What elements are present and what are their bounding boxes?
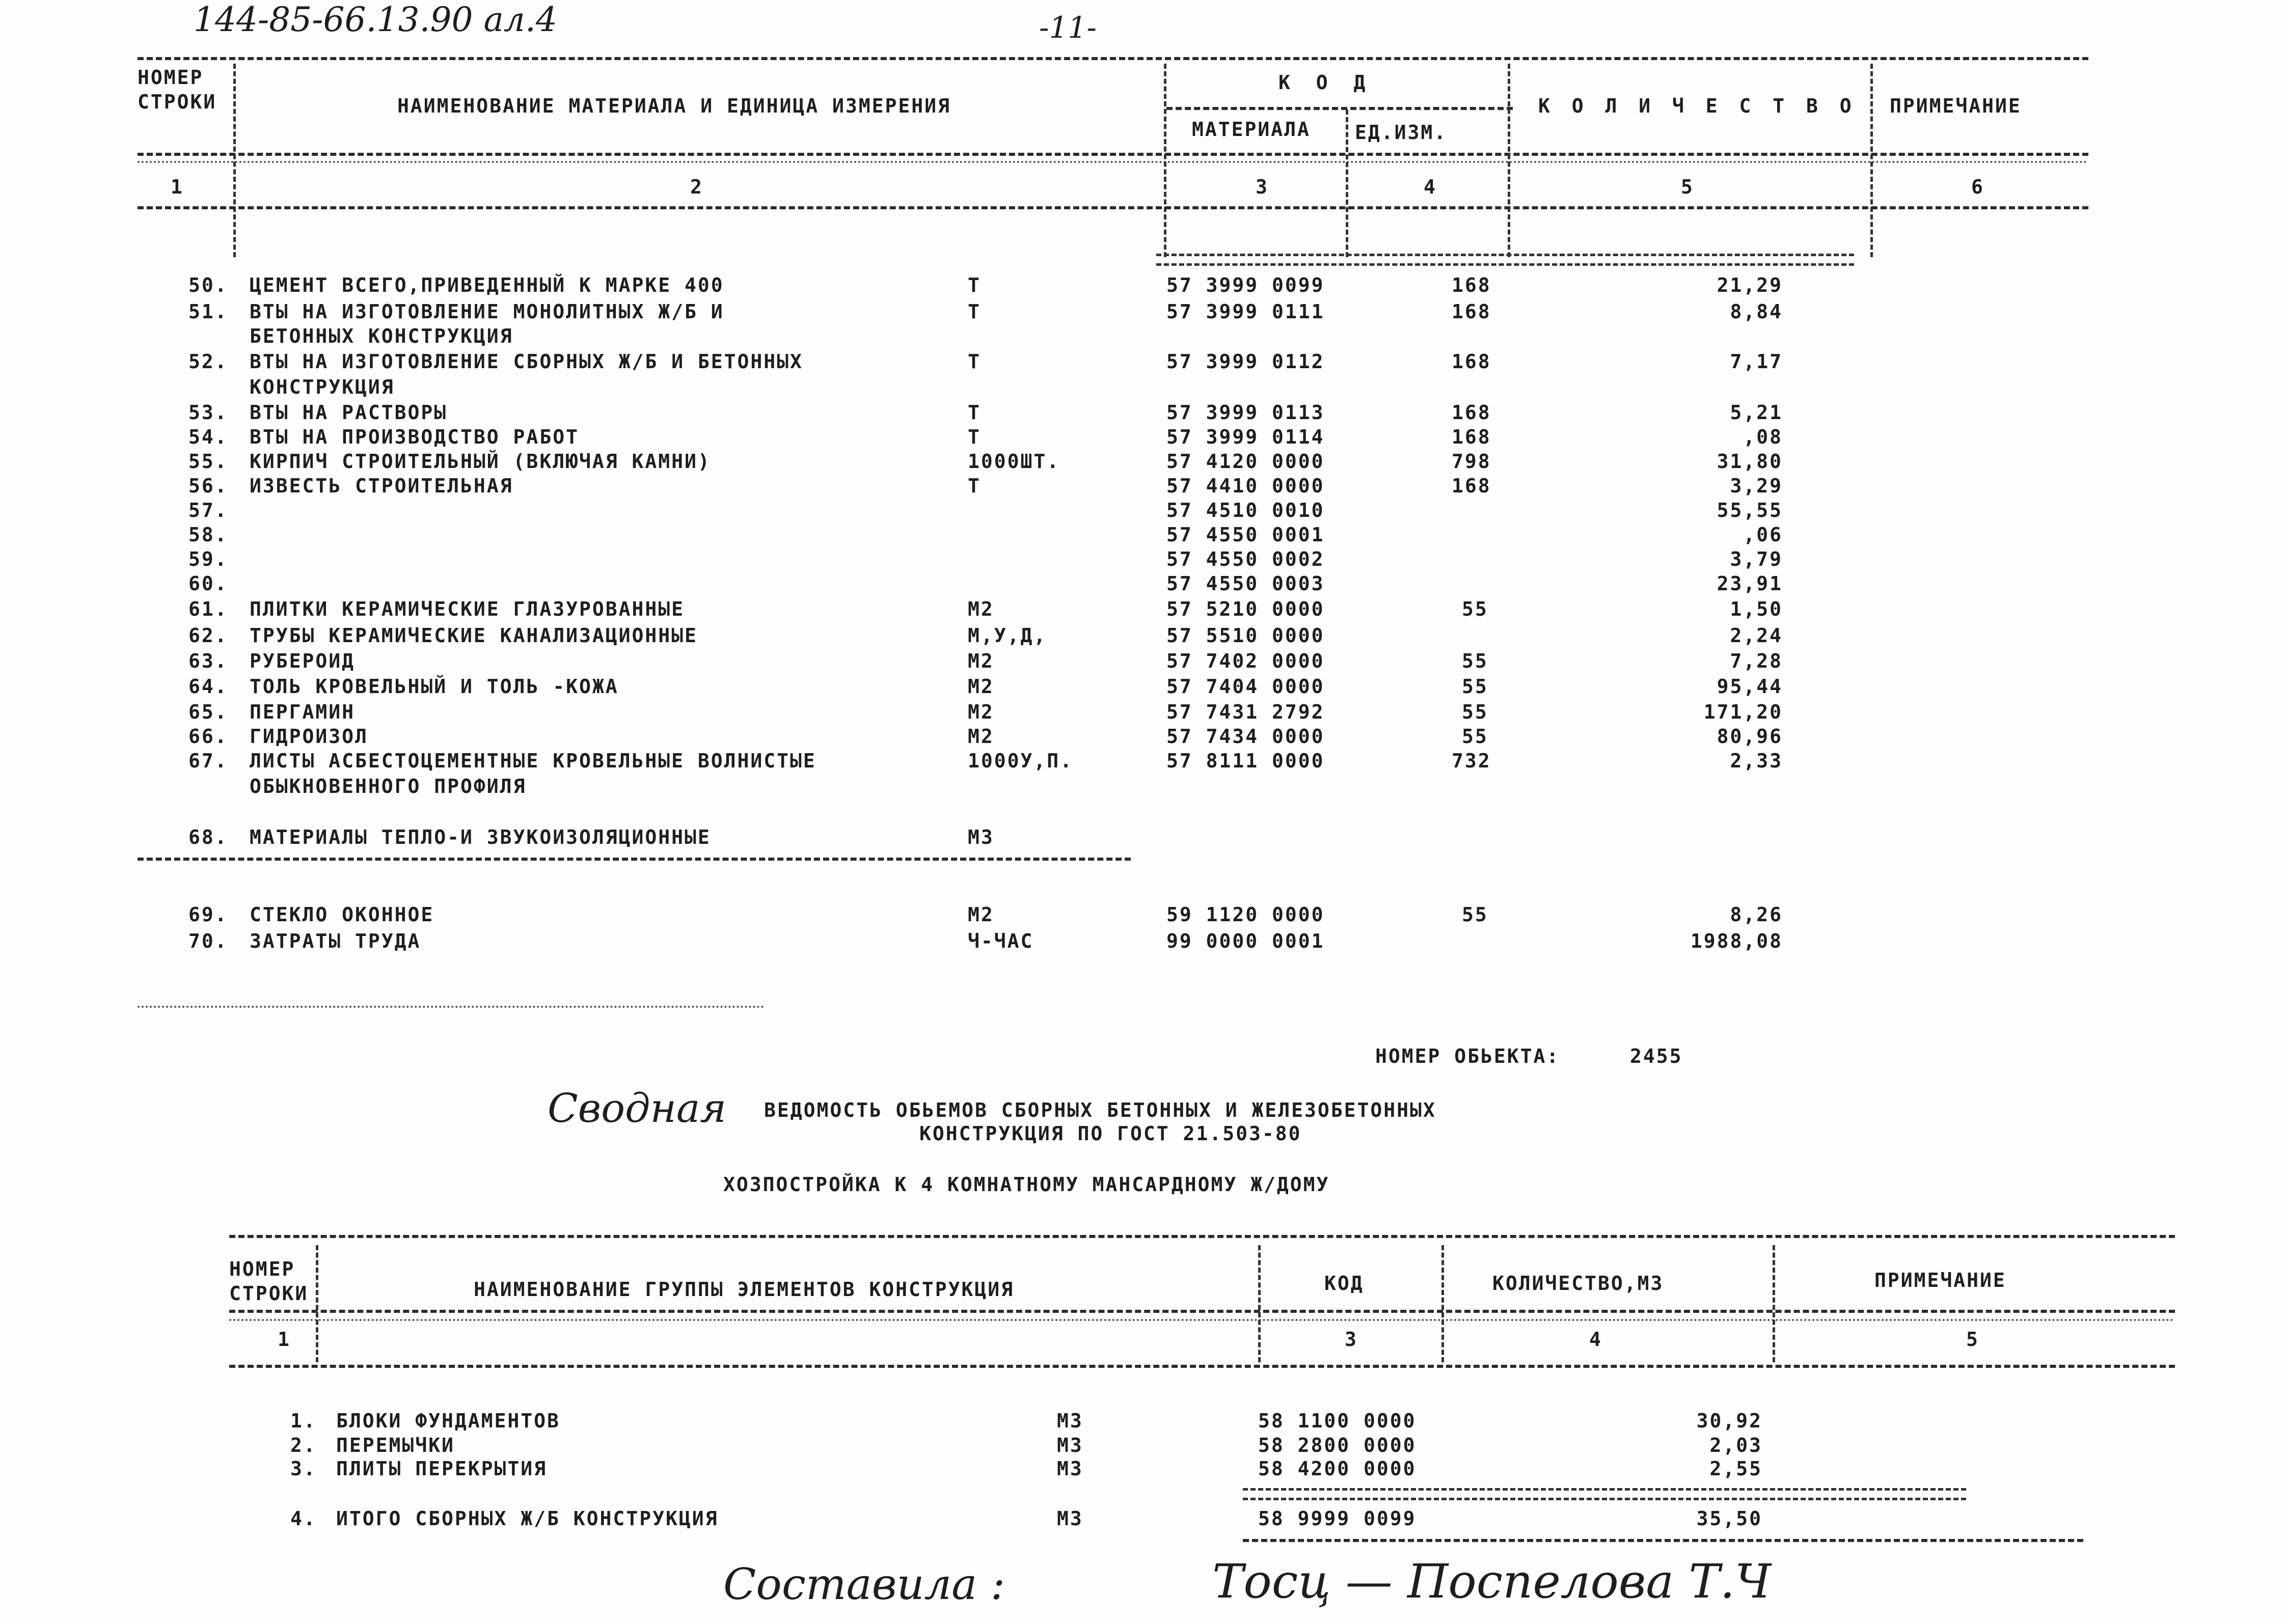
row-code: 58 4200 0000: [1258, 1457, 1417, 1480]
row-number: 55.: [188, 450, 228, 473]
row-name: РУБЕРОИД: [250, 650, 356, 672]
document-code: 144-85-66.13.90 ал.4: [194, 0, 557, 39]
row-number: 50.: [188, 274, 228, 296]
header-row-no-line2: СТРОКИ: [138, 91, 217, 113]
row-material-code: 57 7402 0000: [1166, 650, 1325, 672]
row-unit: М3: [1057, 1410, 1083, 1432]
row-number: 67.: [188, 750, 228, 772]
row-number: 70.: [188, 930, 228, 952]
table-row: [0, 750, 2286, 774]
table-row: [0, 624, 2286, 649]
row-number: 54.: [188, 426, 228, 448]
row-name: ГИДРОИЗОЛ: [250, 725, 368, 748]
row-number: 60.: [188, 572, 228, 595]
row-material-code: 57 4120 0000: [1166, 450, 1325, 473]
header-row-no-line1: НОМЕР: [138, 66, 204, 89]
col2-number-3: 3: [1345, 1328, 1358, 1351]
col2-number-5: 5: [1966, 1328, 1979, 1351]
row-quantity: 95,44: [1717, 675, 1783, 698]
summary-title-line2: КОНСТРУКЦИЯ ПО ГОСТ 21.503-80: [919, 1122, 1302, 1145]
table-row: [0, 701, 2286, 725]
row-quantity: ,08: [1743, 426, 1783, 448]
table-row: [0, 1457, 2286, 1482]
table-row: [0, 350, 2286, 375]
table-row-continuation: [0, 376, 2286, 400]
row-material-code: 57 4510 0010: [1166, 499, 1325, 521]
header2-row-no-line1: НОМЕР: [229, 1258, 295, 1280]
handwritten-title-word: Сводная: [548, 1086, 726, 1132]
row-unit: М2: [968, 598, 994, 620]
row-quantity: ,06: [1743, 524, 1783, 546]
row-unit: М3: [1057, 1434, 1083, 1456]
table-row: [0, 598, 2286, 622]
row-number: 56.: [188, 475, 228, 497]
row-unit-code: 798: [1452, 450, 1491, 473]
table-row: [0, 930, 2286, 954]
row-unit: Т: [968, 475, 981, 497]
header2-note: ПРИМЕЧАНИЕ: [1874, 1269, 2006, 1291]
row-unit: Т: [968, 274, 981, 296]
row-number: 57.: [188, 499, 228, 521]
row-unit-code: 55: [1462, 725, 1488, 748]
col-number-4: 4: [1424, 176, 1437, 198]
table-row: [0, 499, 2286, 524]
row-unit: М2: [968, 701, 994, 723]
col-number-6: 6: [1971, 176, 1984, 198]
row-number: 52.: [188, 350, 228, 373]
row-number: 2.: [290, 1434, 317, 1456]
row-number: 66.: [188, 725, 228, 748]
row-number: 59.: [188, 548, 228, 570]
row-name: ПЕРГАМИН: [250, 701, 356, 723]
row-unit-code: 55: [1462, 598, 1488, 620]
summary-title-line1: ВЕДОМОСТЬ ОБЬЕМОВ СБОРНЫХ БЕТОННЫХ И ЖЕЛЕЗОБЕТОННЫХ: [764, 1099, 1436, 1121]
row-number: 68.: [188, 826, 228, 848]
total-unit: М3: [1057, 1507, 1083, 1530]
row-name: МАТЕРИАЛЫ ТЕПЛО-И ЗВУКОИЗОЛЯЦИОННЫЕ: [250, 826, 711, 848]
header2-code: КОД: [1324, 1272, 1364, 1295]
row-material-code: 57 5510 0000: [1166, 624, 1325, 647]
row-material-code: 57 3999 0112: [1166, 350, 1325, 373]
signature-name: Тосц — Поспелова Т.Ч: [1212, 1554, 1772, 1609]
row-number: 3.: [290, 1457, 317, 1480]
row-quantity: 7,17: [1730, 350, 1783, 373]
row-unit-code: 732: [1452, 750, 1491, 772]
row-material-code: 57 4550 0003: [1166, 572, 1325, 595]
row-quantity: 171,20: [1703, 701, 1783, 723]
table-row: [0, 675, 2286, 700]
table-row: [0, 548, 2286, 572]
table-row: [0, 300, 2286, 325]
summary-subtitle: ХОЗПОСТРОЙКА К 4 КОМНАТНОМУ МАНСАРДНОМУ Ж/ДОМУ: [723, 1173, 1330, 1196]
row-name: КИРПИЧ СТРОИТЕЛЬНЫЙ (ВКЛЮЧАЯ КАМНИ): [250, 450, 711, 473]
row-quantity: 8,26: [1730, 903, 1783, 926]
row-unit: М3: [1057, 1457, 1083, 1480]
row-number: 65.: [188, 701, 228, 723]
row-quantity: 2,24: [1730, 624, 1783, 647]
row-unit: М2: [968, 725, 994, 748]
header2-row-no-line2: СТРОКИ: [229, 1282, 309, 1305]
row-name: ЦЕМЕНТ ВСЕГО,ПРИВЕДЕННЫЙ К МАРКЕ 400: [250, 274, 724, 296]
row-name: СТЕКЛО ОКОННОЕ: [250, 903, 434, 926]
row-name: ТРУБЫ КЕРАМИЧЕСКИЕ КАНАЛИЗАЦИОННЫЕ: [250, 624, 698, 647]
row-name: ВТЫ НА ИЗГОТОВЛЕНИЕ СБОРНЫХ Ж/Б И БЕТОННЫХ: [250, 350, 803, 373]
row-unit-code: 55: [1462, 675, 1488, 698]
total-name: ИТОГО СБОРНЫХ Ж/Б КОНСТРУКЦИЯ: [336, 1507, 719, 1530]
page-number: -11-: [1039, 10, 1097, 45]
row-unit: 1000ШТ.: [968, 450, 1060, 473]
row-material-code: 57 5210 0000: [1166, 598, 1325, 620]
row-name: ИЗВЕСТЬ СТРОИТЕЛЬНАЯ: [250, 475, 513, 497]
table-row: [0, 426, 2286, 450]
table-row: [0, 826, 2286, 850]
row-material-code: 57 4410 0000: [1166, 475, 1325, 497]
row-quantity: 8,84: [1730, 300, 1783, 323]
row-unit-code: 168: [1452, 426, 1491, 448]
row-unit-code: 55: [1462, 701, 1488, 723]
table-row: [0, 725, 2286, 750]
object-number-label: НОМЕР ОБЬЕКТА:: [1375, 1045, 1560, 1067]
row-name: БЛОКИ ФУНДАМЕНТОВ: [336, 1410, 560, 1432]
row-code: 58 2800 0000: [1258, 1434, 1417, 1456]
row-material-code: 57 3999 0113: [1166, 401, 1325, 424]
total-code: 58 9999 0099: [1258, 1507, 1417, 1530]
row-number: 62.: [188, 624, 228, 647]
row-unit-code: 55: [1462, 903, 1488, 926]
row-number: 58.: [188, 524, 228, 546]
row-quantity: 1988,08: [1690, 930, 1783, 952]
row-material-code: 57 4550 0002: [1166, 548, 1325, 570]
row-material-code: 99 0000 0001: [1166, 930, 1325, 952]
row-unit: Ч-ЧАС: [968, 930, 1034, 952]
header2-quantity: КОЛИЧЕСТВО,М3: [1492, 1272, 1664, 1295]
row-material-code: 57 3999 0099: [1166, 274, 1325, 296]
row-unit: М2: [968, 650, 994, 672]
col-number-5: 5: [1681, 176, 1694, 198]
row-quantity: 2,03: [1709, 1434, 1762, 1456]
row-unit-code: 55: [1462, 650, 1488, 672]
row-quantity: 80,96: [1717, 725, 1783, 748]
row-number: 51.: [188, 300, 228, 323]
table-row: [0, 524, 2286, 548]
row-material-code: 57 7431 2792: [1166, 701, 1325, 723]
row-number: 63.: [188, 650, 228, 672]
row-name: ТОЛЬ КРОВЕЛЬНЫЙ И ТОЛЬ -КОЖА: [250, 675, 619, 698]
table-row: [0, 401, 2286, 426]
row-unit-code: 168: [1452, 475, 1491, 497]
row-quantity: 3,29: [1730, 475, 1783, 497]
header2-group-name: НАИМЕНОВАНИЕ ГРУППЫ ЭЛЕМЕНТОВ КОНСТРУКЦИЯ: [474, 1278, 1014, 1301]
row-quantity: 7,28: [1730, 650, 1783, 672]
row-unit-code: 168: [1452, 401, 1491, 424]
row-name-line2: БЕТОННЫХ КОНСТРУКЦИЯ: [250, 325, 513, 347]
row-unit: М2: [968, 903, 994, 926]
header-note: ПРИМЕЧАНИЕ: [1890, 95, 2022, 117]
row-quantity: 23,91: [1717, 572, 1783, 595]
table-row: [0, 572, 2286, 597]
table-row: [0, 1434, 2286, 1458]
row-quantity: 3,79: [1730, 548, 1783, 570]
table-row-continuation: [0, 775, 2286, 800]
row-quantity: 31,80: [1717, 450, 1783, 473]
row-name: ВТЫ НА ПРОИЗВОДСТВО РАБОТ: [250, 426, 579, 448]
header-quantity: К О Л И Ч Е С Т В О: [1538, 95, 1857, 117]
table-row: [0, 1410, 2286, 1434]
row-material-code: 57 8111 0000: [1166, 750, 1325, 772]
row-name: ЛИСТЫ АСБЕСТОЦЕМЕНТНЫЕ КРОВЕЛЬНЫЕ ВОЛНИСТЫЕ: [250, 750, 817, 772]
row-unit: Т: [968, 300, 981, 323]
row-unit-code: 168: [1452, 274, 1491, 296]
row-quantity: 30,92: [1696, 1410, 1762, 1432]
row-material-code: 57 3999 0111: [1166, 300, 1325, 323]
header-code-unit: ЕД.ИЗМ.: [1355, 121, 1448, 144]
header-material-name: НАИМЕНОВАНИЕ МАТЕРИАЛА И ЕДИНИЦА ИЗМЕРЕНИЯ: [397, 95, 951, 117]
row-name: ПЕРЕМЫЧКИ: [336, 1434, 455, 1456]
signature-label: Составила :: [723, 1559, 1005, 1609]
row-unit-code: 168: [1452, 300, 1491, 323]
row-unit: М2: [968, 675, 994, 698]
row-unit: Т: [968, 401, 981, 424]
row-unit: М,У,Д,: [968, 624, 1047, 647]
table-row: [0, 650, 2286, 674]
row-unit: 1000У,П.: [968, 750, 1074, 772]
row-number: 61.: [188, 598, 228, 620]
row-unit-code: 168: [1452, 350, 1491, 373]
col-number-1: 1: [171, 176, 184, 198]
row-material-code: 57 4550 0001: [1166, 524, 1325, 546]
row-quantity: 5,21: [1730, 401, 1783, 424]
table-total-row: [0, 1507, 2286, 1532]
table-row: [0, 450, 2286, 475]
col2-number-1: 1: [278, 1328, 291, 1351]
row-name: ВТЫ НА РАСТВОРЫ: [250, 401, 448, 424]
col-number-2: 2: [690, 176, 703, 198]
row-name-line2: ОБЫКНОВЕННОГО ПРОФИЛЯ: [250, 775, 527, 797]
row-name: ЗАТРАТЫ ТРУДА: [250, 930, 421, 952]
row-material-code: 59 1120 0000: [1166, 903, 1325, 926]
header-code-material: МАТЕРИАЛА: [1192, 118, 1311, 141]
row-unit: Т: [968, 426, 981, 448]
col2-number-4: 4: [1589, 1328, 1602, 1351]
row-quantity: 55,55: [1717, 499, 1783, 521]
header-code: К О Д: [1278, 71, 1373, 94]
col-number-3: 3: [1256, 176, 1269, 198]
row-unit: Т: [968, 350, 981, 373]
object-number: 2455: [1630, 1045, 1683, 1067]
row-number: 69.: [188, 903, 228, 926]
row-number: 1.: [290, 1410, 317, 1432]
table-row: [0, 274, 2286, 298]
row-name: ВТЫ НА ИЗГОТОВЛЕНИЕ МОНОЛИТНЫХ Ж/Б И: [250, 300, 724, 323]
row-name: ПЛИТКИ КЕРАМИЧЕСКИЕ ГЛАЗУРОВАННЫЕ: [250, 598, 685, 620]
row-material-code: 57 7434 0000: [1166, 725, 1325, 748]
total-number: 4.: [290, 1507, 317, 1530]
row-code: 58 1100 0000: [1258, 1410, 1417, 1432]
row-number: 64.: [188, 675, 228, 698]
table-row: [0, 903, 2286, 928]
row-material-code: 57 7404 0000: [1166, 675, 1325, 698]
row-quantity: 2,55: [1709, 1457, 1762, 1480]
row-unit: М3: [968, 826, 994, 848]
row-material-code: 57 3999 0114: [1166, 426, 1325, 448]
row-name-line2: КОНСТРУКЦИЯ: [250, 376, 395, 398]
row-number: 53.: [188, 401, 228, 424]
table-row-continuation: [0, 325, 2286, 349]
row-quantity: 21,29: [1717, 274, 1783, 296]
row-quantity: 2,33: [1730, 750, 1783, 772]
total-quantity: 35,50: [1696, 1507, 1762, 1530]
row-name: ПЛИТЫ ПЕРЕКРЫТИЯ: [336, 1457, 548, 1480]
table-row: [0, 475, 2286, 499]
row-quantity: 1,50: [1730, 598, 1783, 620]
